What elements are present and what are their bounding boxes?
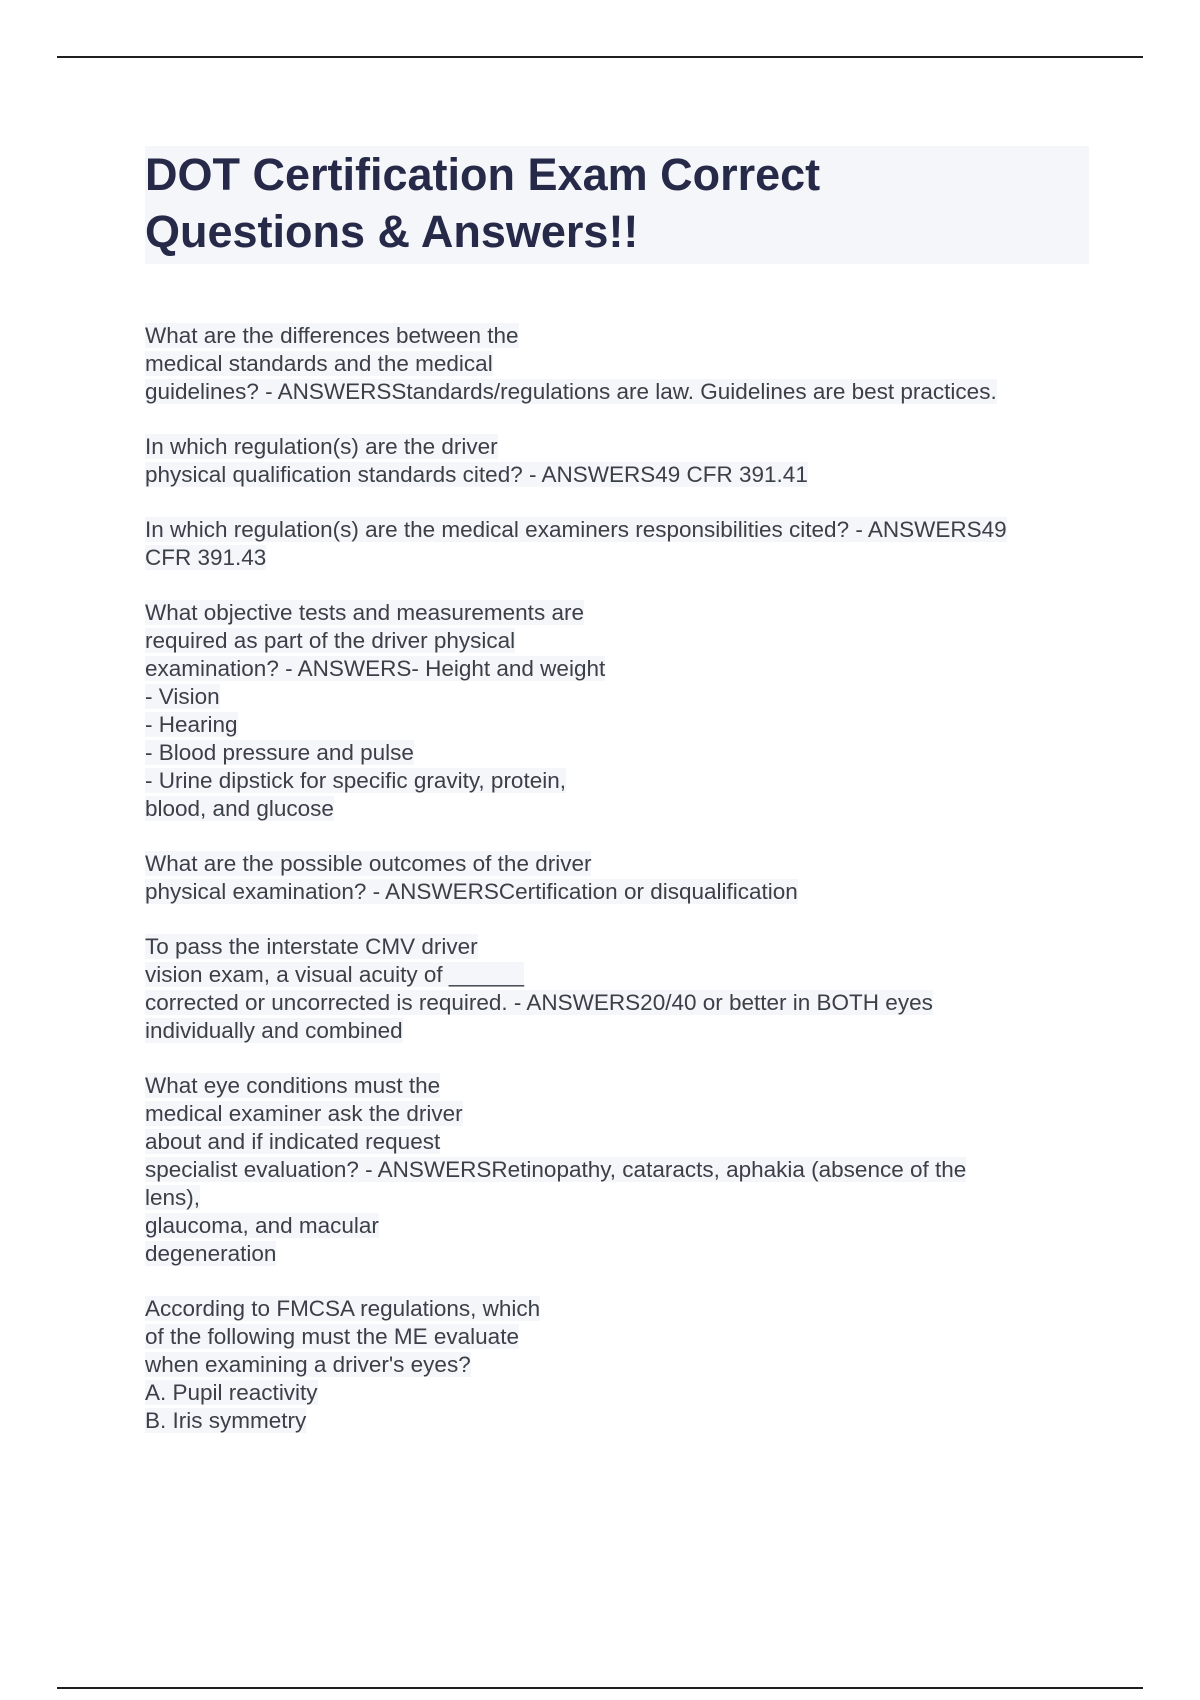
qa-line (145, 655, 1089, 683)
qa-list (145, 322, 1089, 1435)
qa-item (145, 599, 1089, 823)
qa-line-text: lens), (145, 1185, 201, 1210)
document-body (145, 146, 1089, 1462)
qa-line-text: required as part of the driver physical (145, 628, 516, 653)
qa-line (145, 461, 1089, 489)
qa-line-text: - Hearing (145, 712, 238, 737)
qa-line-text: CFR 391.43 (145, 545, 267, 570)
bottom-rule (57, 1687, 1143, 1689)
qa-line-text: - Urine dipstick for specific gravity, protein, (145, 768, 566, 793)
qa-line (145, 795, 1089, 823)
qa-line (145, 739, 1089, 767)
qa-line (145, 1407, 1089, 1435)
qa-line-text: - Blood pressure and pulse (145, 740, 414, 765)
qa-line-text: physical qualification standards cited? - ANSWERS49 CFR 391.41 (145, 462, 808, 487)
qa-line-text: - Vision (145, 684, 220, 709)
qa-line (145, 1156, 1089, 1184)
qa-line (145, 1184, 1089, 1212)
document-title (145, 146, 1089, 260)
qa-line (145, 933, 1089, 961)
qa-line-text: when examining a driver's eyes? (145, 1352, 471, 1377)
qa-line (145, 1240, 1089, 1268)
qa-line-text: individually and combined (145, 1018, 403, 1043)
qa-line (145, 1351, 1089, 1379)
qa-line-text: What are the differences between the (145, 323, 519, 348)
qa-line-text: about and if indicated request (145, 1129, 441, 1154)
qa-line-text: According to FMCSA regulations, which (145, 1296, 541, 1321)
qa-line (145, 850, 1089, 878)
qa-item (145, 1295, 1089, 1435)
qa-line (145, 516, 1089, 544)
qa-line-text: A. Pupil reactivity (145, 1380, 318, 1405)
qa-line (145, 1017, 1089, 1045)
qa-line (145, 1212, 1089, 1240)
qa-line-text: glaucoma, and macular (145, 1213, 379, 1238)
qa-line-text: of the following must the ME evaluate (145, 1324, 519, 1349)
qa-line-text: blood, and glucose (145, 796, 334, 821)
qa-line-text: physical examination? - ANSWERSCertification or disqualification (145, 879, 798, 904)
qa-line (145, 627, 1089, 655)
qa-line-text: In which regulation(s) are the driver (145, 434, 498, 459)
qa-item (145, 933, 1089, 1045)
qa-line-text: What objective tests and measurements are (145, 600, 584, 625)
qa-item (145, 1072, 1089, 1268)
qa-line-text: What eye conditions must the (145, 1073, 441, 1098)
qa-line (145, 433, 1089, 461)
title-line: DOT Certification Exam Correct (145, 149, 821, 200)
qa-line (145, 1072, 1089, 1100)
qa-line (145, 544, 1089, 572)
qa-line-text: vision exam, a visual acuity of ______ (145, 962, 524, 987)
qa-line (145, 599, 1089, 627)
qa-line-text: specialist evaluation? - ANSWERSRetinopathy, cataracts, aphakia (absence of the (145, 1157, 967, 1182)
qa-line (145, 961, 1089, 989)
qa-line (145, 350, 1089, 378)
qa-line-text: guidelines? - ANSWERSStandards/regulations are law. Guidelines are best practices. (145, 379, 997, 404)
qa-line (145, 1100, 1089, 1128)
qa-line-text: degeneration (145, 1241, 277, 1266)
qa-line (145, 1379, 1089, 1407)
qa-line (145, 322, 1089, 350)
top-rule (57, 56, 1143, 58)
qa-line-text: examination? - ANSWERS- Height and weight (145, 656, 606, 681)
qa-line-text: What are the possible outcomes of the driver (145, 851, 592, 876)
qa-line-text: medical standards and the medical (145, 351, 493, 376)
qa-line (145, 683, 1089, 711)
qa-line (145, 767, 1089, 795)
qa-line-text: medical examiner ask the driver (145, 1101, 463, 1126)
qa-line (145, 1128, 1089, 1156)
qa-item (145, 433, 1089, 489)
qa-line-text: corrected or uncorrected is required. - ANSWERS20/40 or better in BOTH eyes (145, 990, 933, 1015)
qa-line (145, 989, 1089, 1017)
qa-item (145, 322, 1089, 406)
qa-line (145, 711, 1089, 739)
qa-line (145, 1323, 1089, 1351)
qa-line-text: To pass the interstate CMV driver (145, 934, 478, 959)
title-line: Questions & Answers!! (145, 206, 639, 257)
qa-line (145, 878, 1089, 906)
qa-line-text: In which regulation(s) are the medical examiners responsibilities cited? - ANSWERS49 (145, 517, 1007, 542)
qa-item (145, 516, 1089, 572)
qa-line-text: B. Iris symmetry (145, 1408, 307, 1433)
qa-line (145, 378, 1089, 406)
qa-line (145, 1295, 1089, 1323)
qa-item (145, 850, 1089, 906)
title-block (145, 146, 1089, 264)
